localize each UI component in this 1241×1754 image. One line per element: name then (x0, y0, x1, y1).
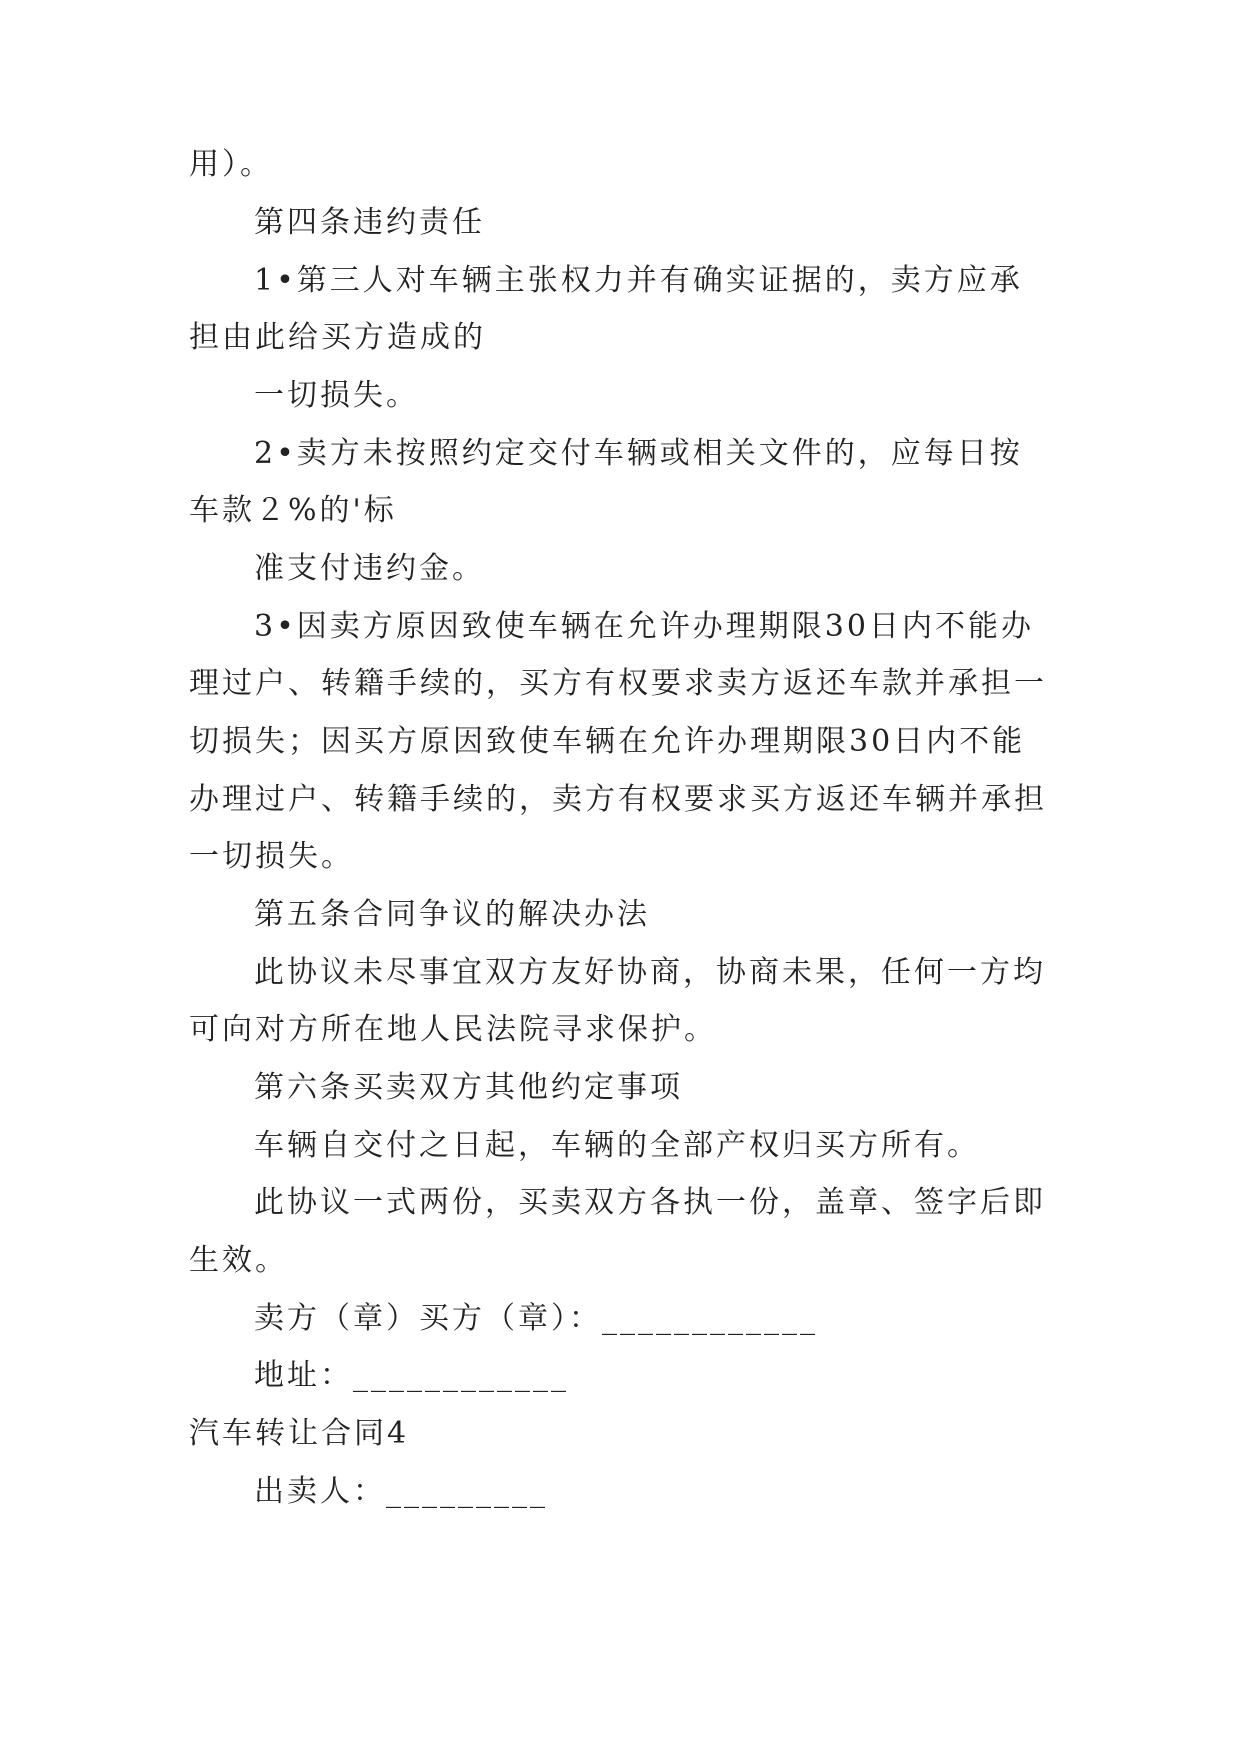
address-line: 地址：____________ (254, 1358, 569, 1393)
text-line: 3•因卖方原因致使车辆在允许办理期限30日内不能办 (254, 609, 1034, 644)
text-line: 车款２%的'标 (189, 493, 397, 528)
article-heading: 第五条合同争议的解决办法 (254, 897, 650, 932)
text-line: 此协议未尽事宜双方友好协商，协商未果，任何一方均 (254, 955, 1046, 990)
text-line: 车辆自交付之日起，车辆的全部产权归买方所有。 (254, 1128, 980, 1163)
text-line: 理过户、转籍手续的，买方有权要求卖方返还车款并承担一 (189, 666, 1047, 701)
text-line: 担由此给买方造成的 (189, 320, 486, 355)
text-line: 办理过户、转籍手续的，卖方有权要求买方返还车辆并承担 (189, 782, 1047, 817)
text-line: 一切损失。 (254, 378, 419, 413)
text-line: 1•第三人对车辆主张权力并有确实证据的，卖方应承 (254, 263, 1023, 298)
article-heading: 第四条违约责任 (254, 205, 485, 240)
text-line: 2•卖方未按照约定交付车辆或相关文件的，应每日按 (254, 436, 1023, 471)
signature-line: 卖方（章）买方（章）：____________ (254, 1301, 818, 1336)
text-line: 生效。 (189, 1243, 288, 1278)
text-line: 可向对方所在地人民法院寻求保护。 (189, 1012, 717, 1047)
contract-title: 汽车转让合同4 (189, 1416, 410, 1451)
text-line: 切损失；因买方原因致使车辆在允许办理期限30日内不能 (189, 724, 1026, 759)
text-line: 用）。 (189, 147, 273, 182)
text-line: 准支付违约金。 (254, 551, 485, 586)
seller-line: 出卖人：_________ (254, 1474, 548, 1509)
text-line: 此协议一式两份，买卖双方各执一份，盖章、签字后即 (254, 1185, 1046, 1220)
article-heading: 第六条买卖双方其他约定事项 (254, 1070, 683, 1105)
text-line: 一切损失。 (189, 839, 354, 874)
